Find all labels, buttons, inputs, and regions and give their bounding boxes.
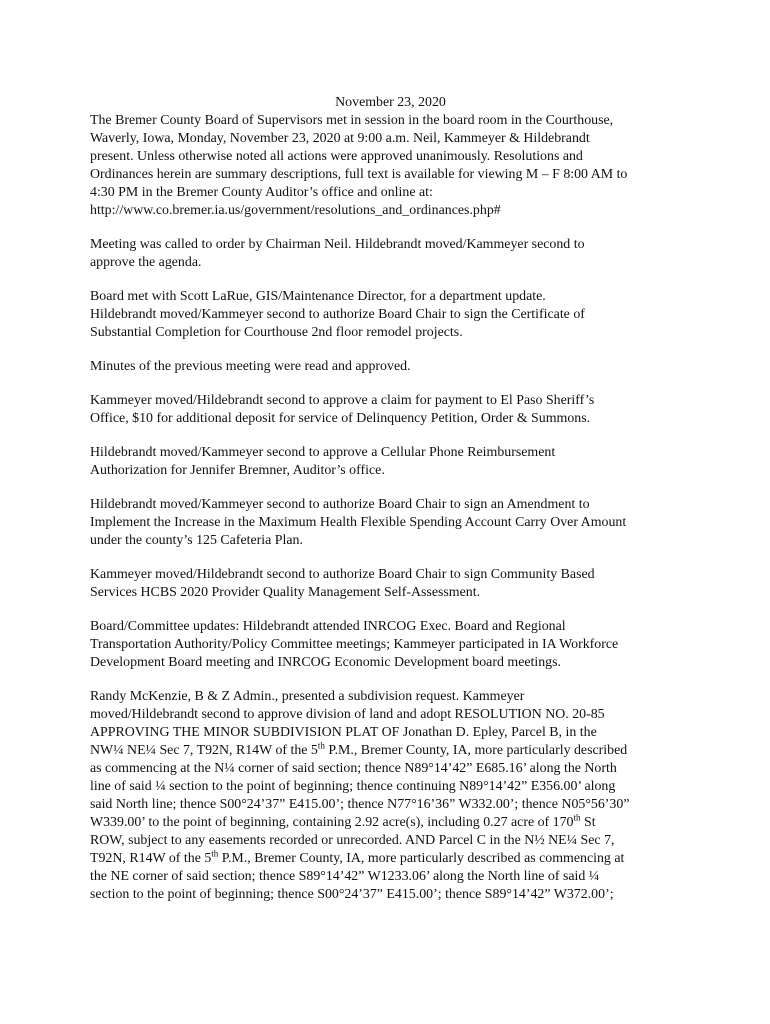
paragraph-hcbs: Kammeyer moved/Hildebrandt second to authorize Board Chair to sign Community Based Services HCBS 2020 Provider Quality Management Self-Assessment.: [90, 567, 595, 600]
subdivision-line: [90, 742, 690, 760]
document-body: [90, 94, 690, 904]
ordinal-suffix: th: [573, 812, 581, 823]
subdivision-text: NW¼ NE¼ Sec 7, T92N, R14W of the 5: [90, 743, 318, 758]
paragraph-minutes: Minutes of the previous meeting were read and approved.: [90, 359, 411, 374]
subdivision-text: P.M., Bremer County, IA, more particularly described as commencing at: [218, 851, 625, 866]
subdivision-line: [90, 814, 690, 832]
ordinal-suffix: th: [317, 740, 325, 751]
subdivision-line: line of said ¼ section to the point of beginning; thence continuing N89°14’42” E356.00’ along: [90, 779, 616, 794]
paragraph-el-paso-claim: Kammeyer moved/Hildebrandt second to approve a claim for payment to El Paso Sheriff’s Office, $10 for additional deposit for service of Delinquency Petition, Order & Summons.: [90, 393, 595, 426]
subdivision-line: Randy McKenzie, B & Z Admin., presented a subdivision request. Kammeyer: [90, 689, 525, 704]
subdivision-line: ROW, subject to any easements recorded or unrecorded. AND Parcel C in the N½ NE¼ Sec 7,: [90, 833, 615, 848]
subdivision-text: W339.00’ to the point of beginning, containing 2.92 acre(s), including 0.27 acre of 170: [90, 815, 574, 830]
paragraph-flexible-spending: Hildebrandt moved/Kammeyer second to authorize Board Chair to sign an Amendment to Implement the Increase in the Maximum Health Flexible Spending Account Carry Over Amount under the county’s 125 Cafeteria Plan.: [90, 497, 627, 548]
paragraph-cellular-reimbursement: Hildebrandt moved/Kammeyer second to approve a Cellular Phone Reimbursement Authorization for Jennifer Bremner, Auditor’s office.: [90, 445, 556, 478]
paragraph-call-to-order: Meeting was called to order by Chairman Neil. Hildebrandt moved/Kammeyer second to approve the agenda.: [90, 237, 585, 270]
subdivision-text: St: [580, 815, 596, 830]
subdivision-line: [90, 850, 690, 868]
paragraph-subdivision: [90, 688, 690, 904]
subdivision-line: moved/Hildebrandt second to approve division of land and adopt RESOLUTION NO. 20-85: [90, 707, 605, 722]
subdivision-line: as commencing at the N¼ corner of said section; thence N89°14’42” E685.16’ along the North: [90, 761, 617, 776]
intro-paragraph: The Bremer County Board of Supervisors met in session in the board room in the Courthouse, Waverly, Iowa, Monday, November 23, 2020 at 9:00 a.m. Neil, Kammeyer & Hildebrandt present. Unless otherwise noted all actions were approved unanimously. Resolutions and Ordinances herein are summary descriptions, full text is available for viewing M – F 8:00 AM to 4:30 PM in the Bremer County Auditor’s office and online at: http://www.co.bremer.ia.us/government/resolutions_and_ordinances.php#: [90, 113, 628, 218]
subdivision-line: said North line; thence S00°24’37” E415.00’; thence N77°16’36” W332.00’; thence N05°56’30”: [90, 797, 630, 812]
subdivision-text: P.M., Bremer County, IA, more particularly described: [324, 743, 628, 758]
paragraph-committee-updates: Board/Committee updates: Hildebrandt attended INRCOG Exec. Board and Regional Transportation Authority/Policy Committee meetings; Kammeyer participated in IA Workforce Development Board meeting and INRCOG Economic Development board meetings.: [90, 619, 619, 670]
document-date: November 23, 2020: [335, 95, 446, 110]
subdivision-line: the NE corner of said section; thence S89°14’42” W1233.06’ along the North line of said ¼: [90, 869, 600, 884]
ordinal-suffix: th: [211, 848, 219, 859]
subdivision-line: APPROVING THE MINOR SUBDIVISION PLAT OF Jonathan D. Epley, Parcel B, in the: [90, 725, 597, 740]
subdivision-line: section to the point of beginning; thence S00°24’37” E415.00’; thence S89°14’42” W372.00’;: [90, 887, 614, 902]
paragraph-gis-update: Board met with Scott LaRue, GIS/Maintenance Director, for a department update. Hildebrandt moved/Kammeyer second to authorize Board Chair to sign the Certificate of Substantial Completion for Courthouse 2nd floor remodel projects.: [90, 289, 585, 340]
subdivision-text: T92N, R14W of the 5: [90, 851, 212, 866]
